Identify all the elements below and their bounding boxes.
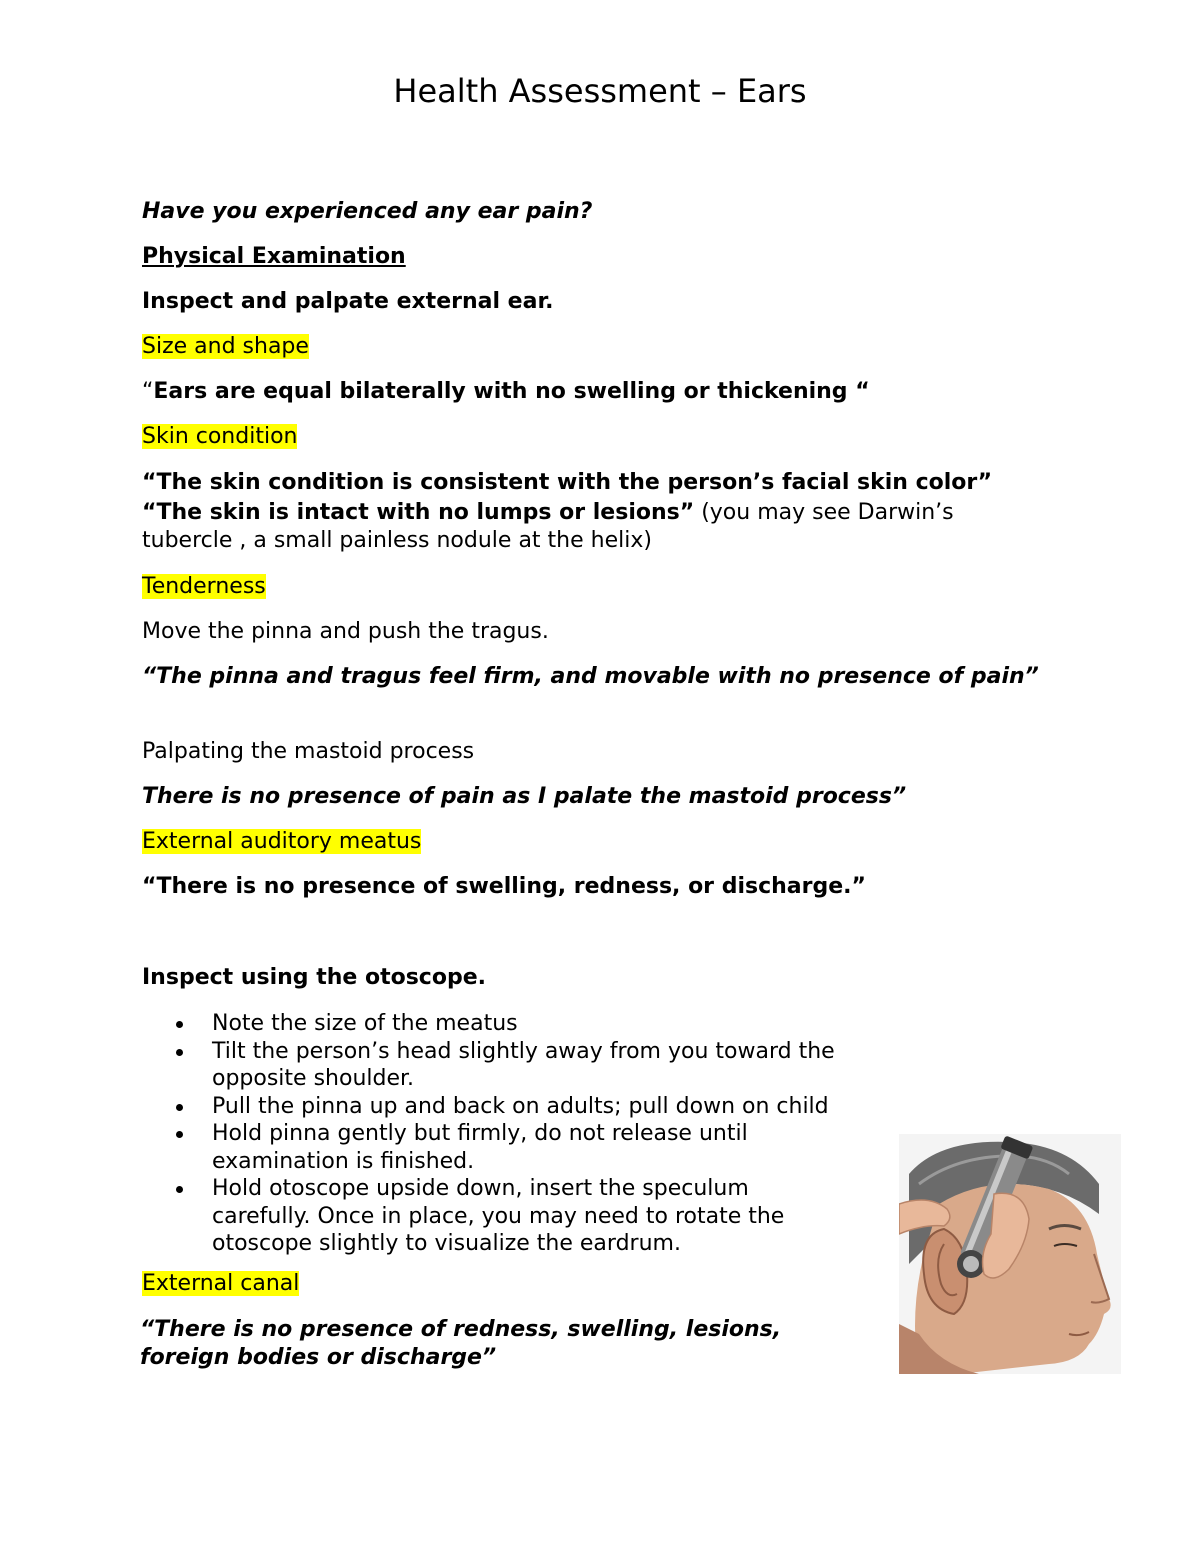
list-item: Pull the pinna up and back on adults; pull down on child <box>142 1093 902 1121</box>
size-shape-quote-text: Ears are equal bilaterally with no swelling or thickening “ <box>153 379 870 404</box>
bullet-icon <box>176 1021 183 1028</box>
bullet-icon <box>176 1186 183 1193</box>
external-canal-heading: External canal <box>142 1271 300 1296</box>
external-meatus-quote: “There is no presence of swelling, redness, or discharge.” <box>142 874 866 899</box>
list-item: Note the size of the meatus <box>142 1010 902 1038</box>
size-shape-quote-open: “ <box>142 379 154 404</box>
otoscope-exam-illustration <box>899 1134 1121 1374</box>
skin-condition-quote-2 <box>142 499 1022 555</box>
darwin-tubercle-note: (you may see Darwin’s tubercle , a small painless nodule at the helix) <box>142 500 954 553</box>
list-item: Hold pinna gently but firmly, do not release until examination is finished. <box>142 1120 822 1175</box>
skin-condition-quote-1: “The skin condition is consistent with the person’s facial skin color” <box>142 470 993 495</box>
bullet-icon <box>176 1104 183 1111</box>
size-shape-quote <box>142 378 870 406</box>
external-canal-row <box>142 1270 299 1298</box>
page-title: Health Assessment – Ears <box>393 72 807 110</box>
external-meatus-heading: External auditory meatus <box>142 829 422 854</box>
size-shape-heading: Size and shape <box>142 334 309 359</box>
skin-condition-heading: Skin condition <box>142 424 298 449</box>
mastoid-instruction: Palpating the mastoid process <box>142 739 475 764</box>
tenderness-heading: Tenderness <box>142 574 266 599</box>
inspect-palpate-text: Inspect and palpate external ear. <box>142 289 554 314</box>
tenderness-instruction: Move the pinna and push the tragus. <box>142 619 549 644</box>
otoscope-steps-list <box>142 1010 902 1258</box>
bullet-icon <box>176 1049 183 1056</box>
external-meatus-row <box>142 828 421 856</box>
bullet-icon <box>176 1131 183 1138</box>
question-text: Have you experienced any ear pain? <box>142 199 593 224</box>
physical-exam-heading: Physical Examination <box>142 244 406 269</box>
size-shape-row <box>142 333 309 361</box>
otoscope-heading: Inspect using the otoscope. <box>142 965 486 990</box>
list-item: Hold otoscope upside down, insert the speculum carefully. Once in place, you may need to rotate the otoscope slightly to visualize the eardrum. <box>142 1175 842 1258</box>
skin-condition-row <box>142 423 297 451</box>
mastoid-quote: There is no presence of pain as I palate the mastoid process” <box>142 784 907 809</box>
otoscope-exam-photo <box>899 1134 1121 1374</box>
tenderness-quote: “The pinna and tragus feel firm, and movable with no presence of pain” <box>142 664 1039 689</box>
tenderness-row <box>142 573 266 601</box>
skin-intact-quote: “The skin is intact with no lumps or lesions” <box>142 500 695 525</box>
external-canal-quote: “There is no presence of redness, swelling, lesions, foreign bodies or discharge” <box>140 1317 782 1370</box>
list-item: Tilt the person’s head slightly away from you toward the opposite shoulder. <box>142 1038 902 1093</box>
